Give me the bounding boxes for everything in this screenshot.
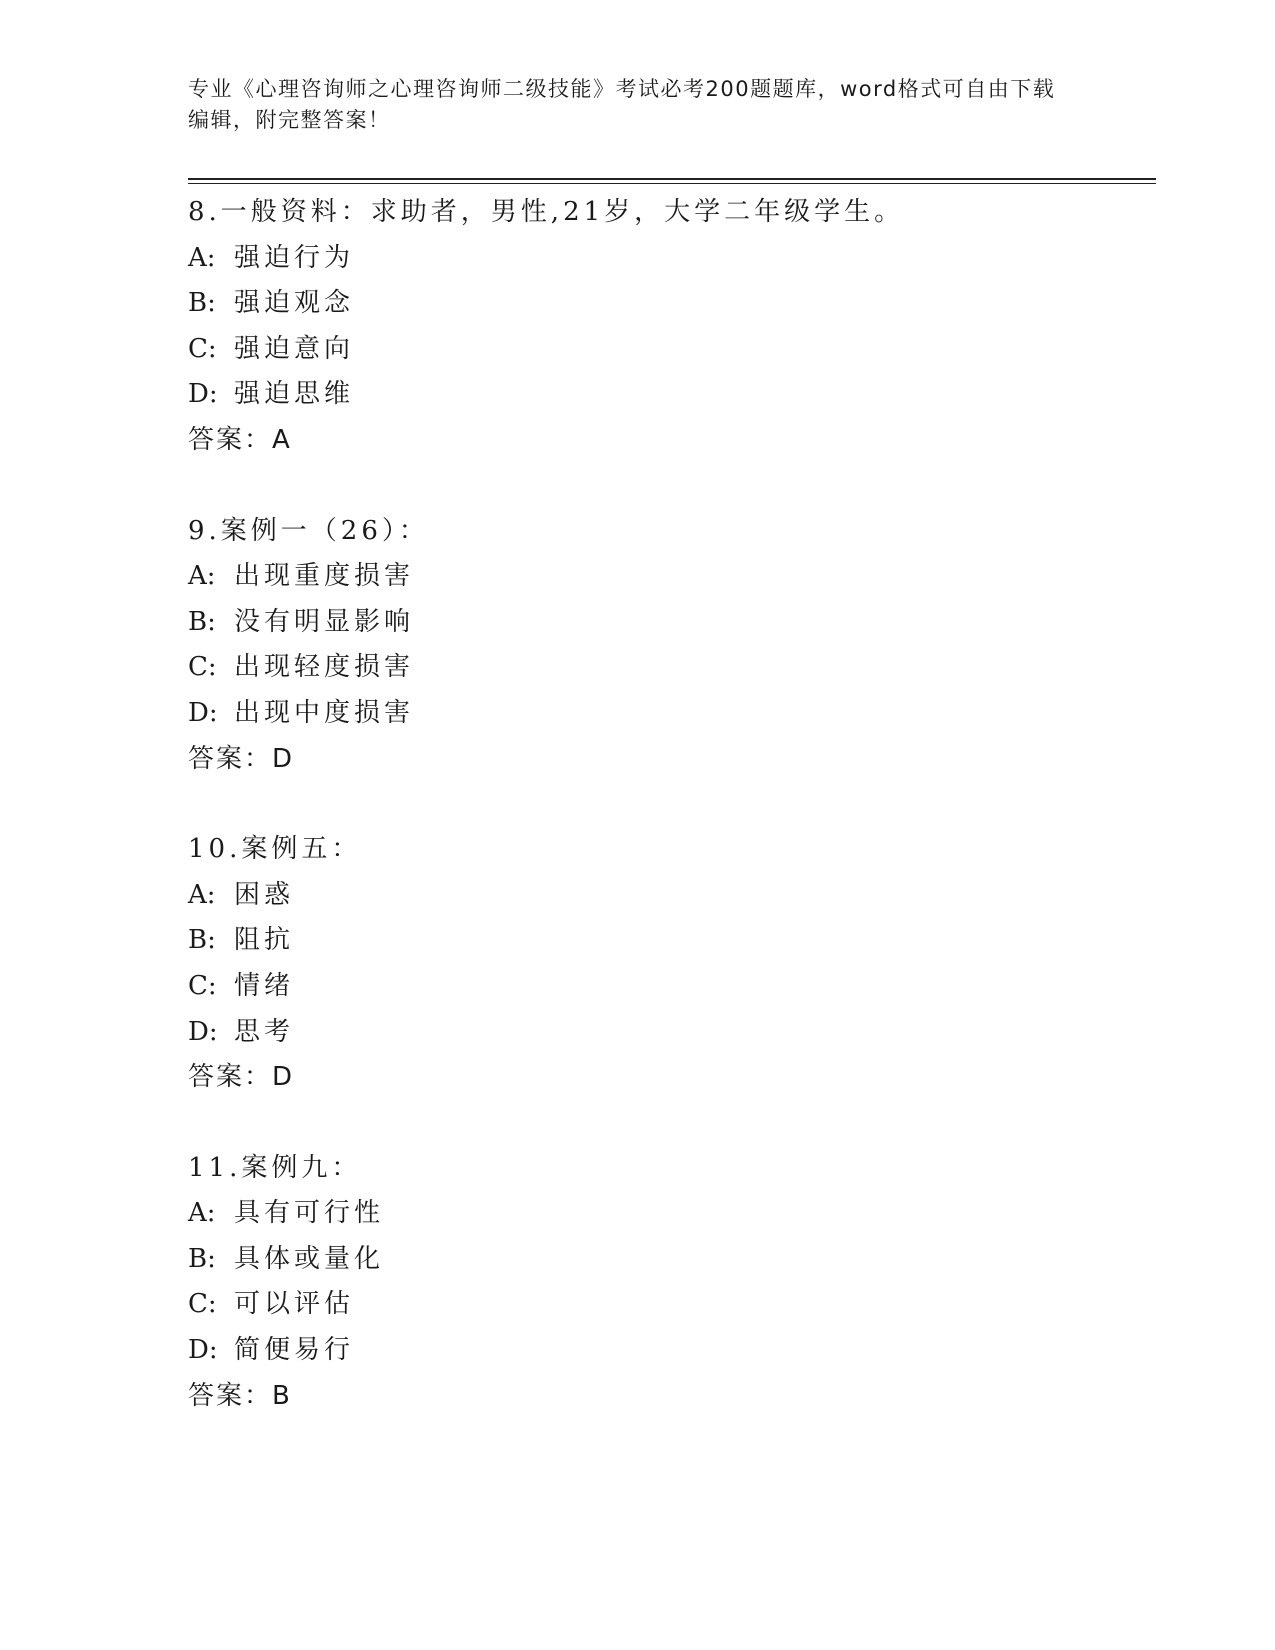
option-text: 具有可行性: [234, 1198, 385, 1229]
option-letter: C:: [188, 1289, 217, 1320]
option-letter: A:: [188, 561, 216, 592]
option-b: [188, 1237, 1156, 1283]
question-stem: 10.案例五：: [188, 834, 362, 865]
question-list: [188, 190, 1156, 1419]
question-10: [188, 827, 1156, 1101]
option-c: [188, 327, 1156, 373]
option-text: 出现中度损害: [234, 697, 415, 728]
option-letter: C:: [188, 333, 217, 364]
option-text: 阻抗: [234, 925, 295, 956]
document-header: 专业《心理咨询师之心理咨询师二级技能》考试必考200题题库，word格式可自由下载编辑，附完整答案！: [188, 77, 1056, 132]
option-c: [188, 1282, 1156, 1328]
option-b: [188, 281, 1156, 327]
option-text: 强迫意向: [234, 333, 355, 364]
question-8: [188, 190, 1156, 464]
option-d: [188, 372, 1156, 418]
option-text: 出现重度损害: [234, 561, 415, 592]
option-text: 困惑: [234, 879, 295, 910]
question-9: [188, 509, 1156, 783]
option-letter: B:: [188, 288, 216, 319]
option-letter: C:: [188, 652, 217, 683]
question-stem: 8.一般资料：求助者，男性,21岁，大学二年级学生。: [188, 197, 905, 227]
option-letter: A:: [188, 879, 216, 910]
option-text: 情绪: [234, 970, 295, 1001]
option-text: 思考: [234, 1016, 295, 1047]
option-letter: B:: [188, 606, 216, 637]
question-11: [188, 1146, 1156, 1420]
option-letter: C:: [188, 970, 217, 1001]
option-letter: D:: [188, 1335, 218, 1366]
option-letter: B:: [188, 925, 216, 956]
option-text: 出现轻度损害: [234, 652, 415, 683]
question-stem: 11.案例九：: [188, 1152, 362, 1183]
answer-line: 答案：B: [188, 1380, 292, 1411]
option-c: [188, 964, 1156, 1010]
option-letter: D:: [188, 697, 218, 728]
option-text: 没有明显影响: [234, 606, 415, 637]
option-text: 强迫观念: [234, 288, 355, 319]
question-stem: 9.案例一（26）：: [188, 515, 429, 546]
option-a: [188, 236, 1156, 282]
option-b: [188, 600, 1156, 646]
option-d: [188, 691, 1156, 737]
option-text: 强迫行为: [234, 242, 355, 273]
option-text: 具体或量化: [234, 1243, 385, 1274]
option-letter: D:: [188, 379, 218, 410]
header-divider-thick: [188, 178, 1156, 180]
option-letter: D:: [188, 1016, 218, 1047]
option-d: [188, 1010, 1156, 1056]
option-text: 简便易行: [234, 1335, 355, 1366]
header-divider-thin: [188, 183, 1156, 184]
option-c: [188, 645, 1156, 691]
option-d: [188, 1328, 1156, 1374]
answer-line: 答案：A: [188, 424, 292, 455]
option-a: [188, 554, 1156, 600]
answer-line: 答案：D: [188, 1062, 295, 1093]
answer-line: 答案：D: [188, 743, 295, 774]
option-letter: A:: [188, 1198, 216, 1229]
option-text: 可以评估: [234, 1289, 355, 1320]
option-a: [188, 873, 1156, 919]
option-b: [188, 918, 1156, 964]
option-a: [188, 1191, 1156, 1237]
option-text: 强迫思维: [234, 379, 355, 410]
option-letter: A:: [188, 242, 216, 273]
option-letter: B:: [188, 1243, 216, 1274]
